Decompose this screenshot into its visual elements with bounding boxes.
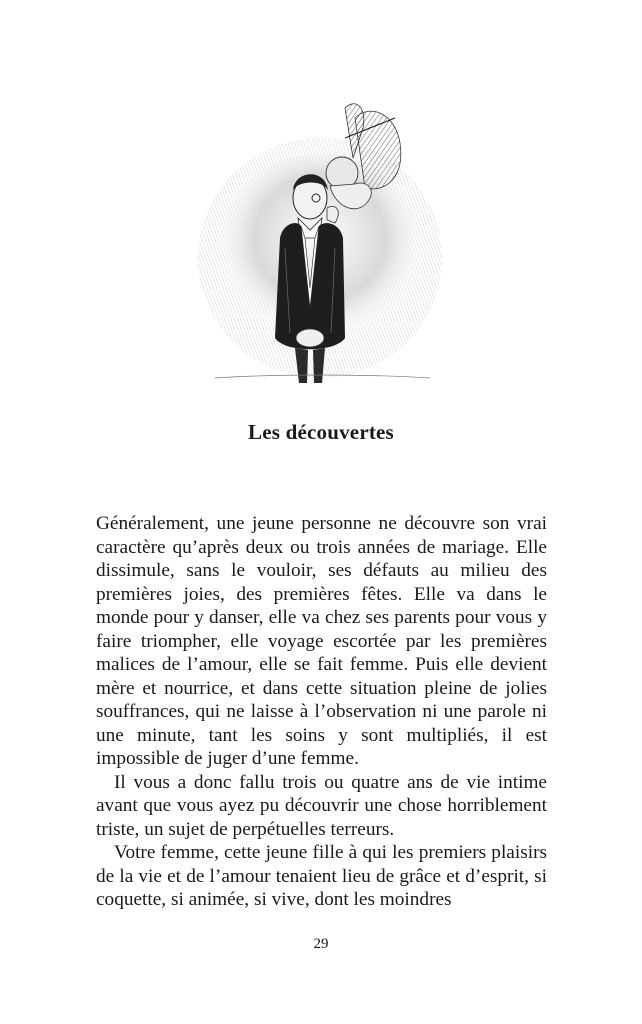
engraving-illustration [195, 98, 445, 388]
body-text [96, 512, 547, 912]
paragraph: Généralement, une jeune personne ne découvre son vrai caractère qu’après deux ou trois années de mariage. Elle dissimule, sans le vouloir, ses défauts au milieu des premières joies, des premières fêtes. Elle va dans le monde pour y danser, elle va chez ses parents pour vous y faire triompher, elle voyage escortée par les premières malices de l’amour, elle se fait femme. Puis elle devient mère et nourrice, et dans cette situation pleine de jolies souffrances, qui ne laisse à l’observation ni une parole ni une minute, tant les soins y sont multipliés, il est impossible de juger d’une femme. [96, 513, 547, 769]
page-number: 29 [313, 936, 329, 952]
chapter-title: Les découvertes [248, 420, 394, 444]
paragraph: Il vous a donc fallu trois ou quatre ans de vie intime avant que vous ayez pu découvrir une chose horriblement triste, un sujet de perpétuelles terreurs. [96, 771, 547, 840]
paragraph: Votre femme, cette jeune fille à qui les premiers plaisirs de la vie et de l’amour tenaient lieu de grâce et d’esprit, si coquette, si animée, si vive, dont les moindres [96, 842, 547, 910]
